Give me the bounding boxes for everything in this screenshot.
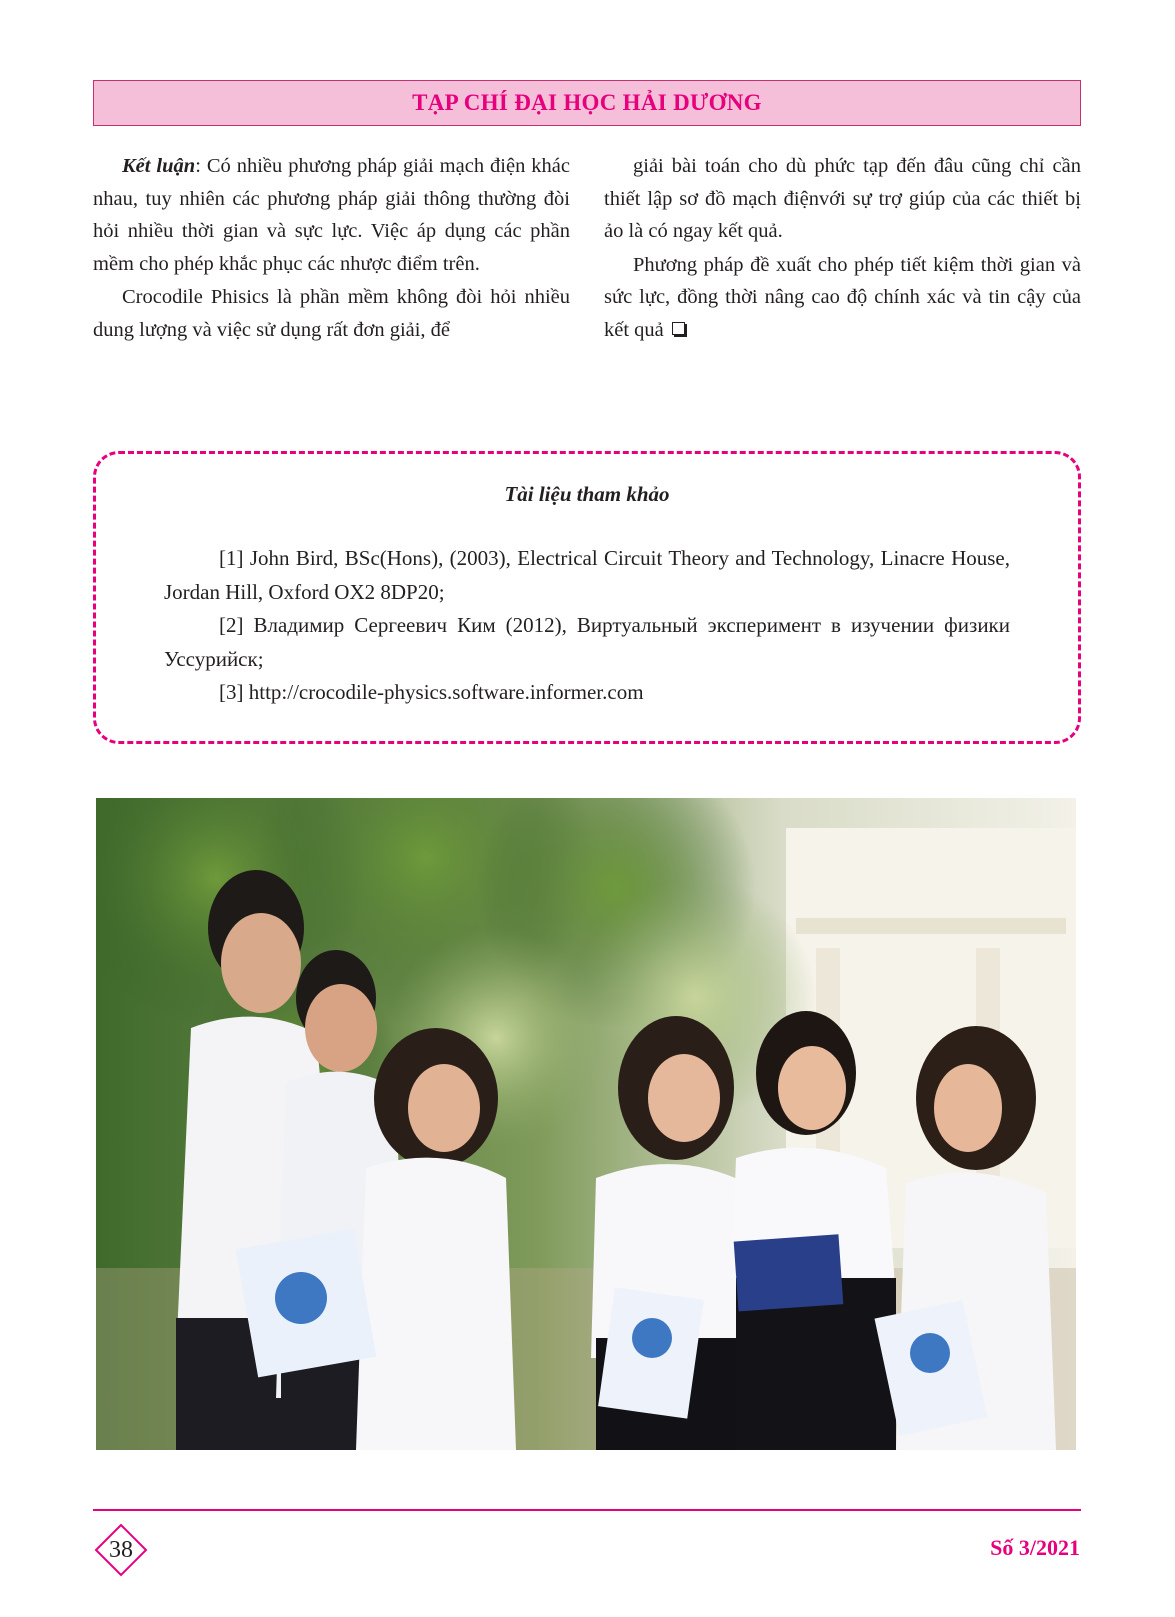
footer-divider <box>93 1509 1081 1511</box>
software-paragraph: Crocodile Phisics là phần mềm không đòi hỏi nhiều dung lượng và việc sử dụng rất đơn giải, để <box>93 286 570 341</box>
page-number-badge <box>94 1523 148 1577</box>
conclusion-text: : Có nhiều phương pháp giải mạch điện khác nhau, tuy nhiên các phương pháp giải thông thường đòi hỏi nhiều thời gian và sực lực. Việc áp dụng các phần mềm cho phép khắc phục các nhược điểm trên. <box>93 155 570 275</box>
conclusion-paragraph <box>93 150 570 280</box>
conclusion-lead: Kết luận <box>122 155 196 177</box>
end-mark-icon <box>672 322 685 335</box>
references-title: Tài liệu tham khảo <box>504 482 670 506</box>
students-photo <box>96 798 1076 1450</box>
final-paragraph-text: Phương pháp đề xuất cho phép tiết kiệm thời gian và sức lực, đồng thời nâng cao độ chính xác và tin cậy của kết quả <box>604 253 1081 341</box>
references-box <box>93 451 1081 744</box>
journal-title: TẠP CHÍ ĐẠI HỌC HẢI DƯƠNG <box>412 90 762 115</box>
continuation-paragraph: giải bài toán cho dù phức tạp đến đâu cũng chỉ cần thiết lập sơ đồ mạch điệnvới sự trợ giúp của các thiết bị ảo là có ngay kết quả. <box>604 155 1081 242</box>
reference-item: [1] John Bird, BSc(Hons), (2003), Electrical Circuit Theory and Technology, Linacre House, Jordan Hill, Oxford OX2 8DP20; <box>164 546 1010 604</box>
article-column-right <box>604 150 1081 346</box>
reference-item: [2] Владимир Сергеевич Ким (2012), Виртуальный эксперимент в изучении физики Уссурийск; <box>164 613 1010 671</box>
page-number: 38 <box>109 1536 133 1563</box>
issue-label: Số 3/2021 <box>990 1535 1080 1560</box>
journal-header <box>93 80 1081 126</box>
article-column-left <box>93 150 570 346</box>
reference-item: [3] http://crocodile-physics.software.informer.com <box>219 680 644 704</box>
references-list <box>164 542 1010 710</box>
final-paragraph <box>604 249 1081 347</box>
